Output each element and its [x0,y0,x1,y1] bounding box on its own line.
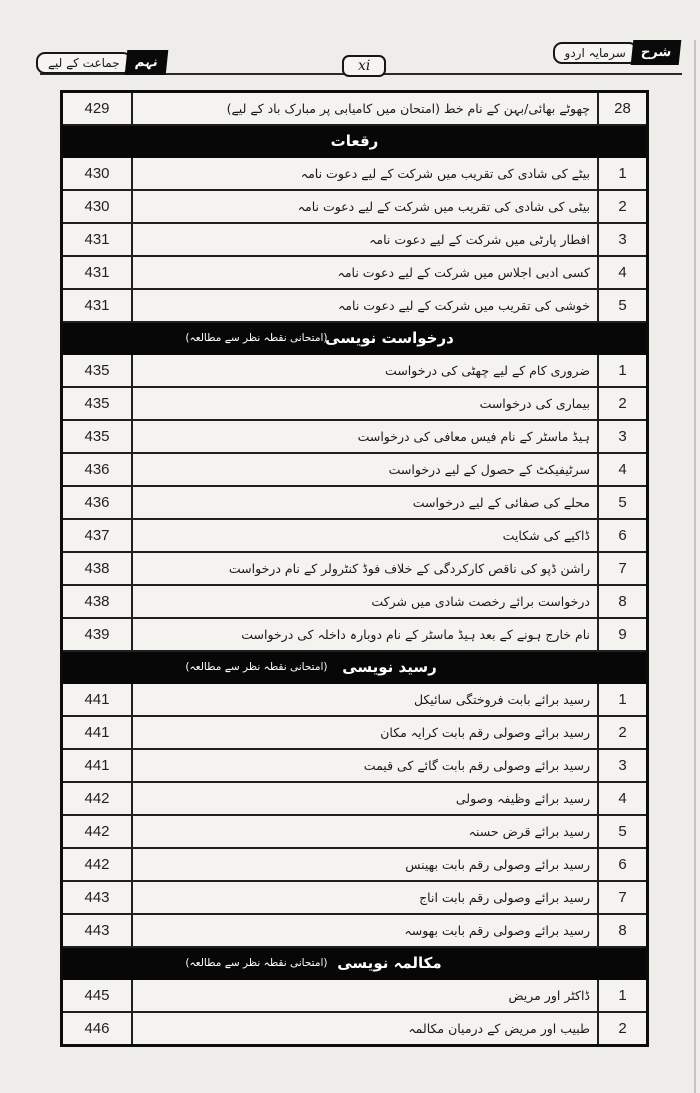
serial-cell: 8 [597,915,646,946]
table-row [63,191,646,224]
section-header [63,126,646,158]
table-row [63,849,646,882]
serial-cell: 5 [597,290,646,321]
page-number-cell: 439 [63,619,133,650]
page-number-cell: 438 [63,553,133,584]
page-number-cell: 438 [63,586,133,617]
page-number-cell: 442 [63,783,133,814]
table-row [63,290,646,323]
section-title: رسید نویسی [342,658,437,676]
page-number-cell: 435 [63,421,133,452]
entry-title: درخواست برائے رخصت شادی میں شرکت [371,593,590,609]
serial-cell: 2 [597,388,646,419]
serial-cell: 2 [597,191,646,222]
serial-cell: 4 [597,257,646,288]
book-badge [553,40,680,65]
entry-title: محلے کی صفائی کے لیے درخواست [412,494,590,510]
entry-title: رسید برائے وظیفہ وصولی [455,790,590,806]
page-number-cell: 431 [63,257,133,288]
serial-cell: 5 [597,487,646,518]
entry-title: طبیب اور مریض کے درمیان مکالمہ [408,1020,590,1036]
table-row [63,388,646,421]
entry-title: رسید برائے وصولی رقم بابت بھوسہ [404,922,590,938]
serial-cell: 5 [597,816,646,847]
serial-cell: 3 [597,421,646,452]
serial-cell: 1 [597,158,646,189]
serial-cell: 7 [597,882,646,913]
table-row [63,980,646,1013]
section-header [63,652,646,684]
page-number-cell: 443 [63,882,133,913]
page-number-cell: 435 [63,388,133,419]
table-row [63,915,646,948]
table-row [63,816,646,849]
entry-title: سرٹیفیکٹ کے حصول کے لیے درخواست [388,461,590,477]
table-row [63,224,646,257]
class-badge-chip: نہم [124,50,167,75]
table-row [63,421,646,454]
serial-cell: 3 [597,750,646,781]
section-subtitle: (امتحانی نقطہ نظر سے مطالعہ) [185,957,328,969]
class-badge [36,50,166,75]
page-number-cell: 441 [63,684,133,715]
table-row [63,93,646,126]
scanned-toc-page [0,40,700,1093]
page-number-cell: 441 [63,717,133,748]
serial-cell: 3 [597,224,646,255]
table-row [63,257,646,290]
serial-cell: 6 [597,520,646,551]
page-number-cell: 442 [63,849,133,880]
table-row [63,783,646,816]
page-number-cell: 443 [63,915,133,946]
table-row [63,520,646,553]
serial-cell: 6 [597,849,646,880]
page-number-cell: 436 [63,454,133,485]
book-badge-chip: شرح [630,40,681,65]
serial-cell: 4 [597,454,646,485]
section-subtitle: (امتحانی نقطہ نظر سے مطالعہ) [185,661,328,673]
entry-title: نام خارج ہونے کے بعد ہیڈ ماسٹر کے نام دوبارہ داخلہ کی درخواست [241,626,590,642]
entry-title: راشن ڈپو کی ناقص کارکردگی کے خلاف فوڈ کنٹرولر کے نام درخواست [228,560,590,576]
page-number-cell: 435 [63,355,133,386]
page-number-cell: 441 [63,750,133,781]
serial-cell: 7 [597,553,646,584]
serial-cell: 9 [597,619,646,650]
entry-title: رسید برائے وصولی رقم بابت گائے کی قیمت [363,757,590,773]
entry-title: ہیڈ ماسٹر کے نام فیس معافی کی درخواست [357,428,590,444]
table-row [63,487,646,520]
section-title: مکالمہ نویسی [337,954,442,972]
entry-title: رسید برائے وصولی رقم بابت بھینس [405,856,590,872]
table-row [63,355,646,388]
page-number-cell: 431 [63,224,133,255]
section-header [63,948,646,980]
entry-title: خوشی کی تقریب میں شرکت کے لیے دعوت نامہ [337,297,590,313]
table-row [63,454,646,487]
page-number-cell: 436 [63,487,133,518]
table-row [63,553,646,586]
entry-title: رسید برائے وصولی رقم بابت اناج [419,889,590,905]
book-badge-label: سرمایہ اردو [553,42,638,64]
roman-page-number: xi [342,55,386,77]
table-row [63,717,646,750]
page-number-cell: 437 [63,520,133,551]
serial-cell: 4 [597,783,646,814]
serial-cell: 1 [597,684,646,715]
section-header [63,323,646,355]
toc-table [60,90,649,1047]
table-row [63,1013,646,1044]
table-row [63,882,646,915]
section-title: درخواست نویسی [325,329,454,347]
page-header [0,40,700,84]
entry-title: رسید برائے وصولی رقم بابت کرایہ مکان [380,724,590,740]
entry-title: رسید برائے بابت فروختگی سائیکل [413,691,590,707]
entry-title: ڈاکٹر اور مریض [508,987,590,1003]
page-number-cell: 431 [63,290,133,321]
entry-title: افطار پارٹی میں شرکت کے لیے دعوت نامہ [369,231,590,247]
entry-title: بیماری کی درخواست [479,395,590,411]
entry-title: بیٹے کی شادی کی تقریب میں شرکت کے لیے دعوت نامہ [300,165,590,181]
table-row [63,750,646,783]
entry-title: چھوٹے بھائی/بہن کے نام خط (امتحان میں کامیابی پر مبارک باد کے لیے) [226,100,590,116]
serial-cell: 1 [597,355,646,386]
entry-title: بیٹی کی شادی کی تقریب میں شرکت کے لیے دعوت نامہ [297,198,590,214]
page-number-cell: 445 [63,980,133,1011]
class-badge-label: جماعت کے لیے [36,52,132,74]
entry-title: ضروری کام کے لیے چھٹی کی درخواست [385,362,590,378]
entry-title: ڈاکیے کی شکایت [502,527,590,543]
serial-cell: 1 [597,980,646,1011]
page-number-cell: 429 [63,93,133,124]
table-row [63,158,646,191]
entry-title: کسی ادبی اجلاس میں شرکت کے لیے دعوت نامہ [337,264,590,280]
page-number-cell: 430 [63,191,133,222]
section-title: رقعات [330,132,379,150]
serial-cell: 2 [597,717,646,748]
table-row [63,619,646,652]
section-subtitle: (امتحانی نقطہ نظر سے مطالعہ) [185,332,328,344]
entry-title: رسید برائے قرض حسنہ [468,823,590,839]
serial-cell: 8 [597,586,646,617]
page-number-cell: 446 [63,1013,133,1044]
table-row [63,684,646,717]
page-number-cell: 442 [63,816,133,847]
page-number-cell: 430 [63,158,133,189]
table-row [63,586,646,619]
serial-cell: 28 [597,93,646,124]
serial-cell: 2 [597,1013,646,1044]
